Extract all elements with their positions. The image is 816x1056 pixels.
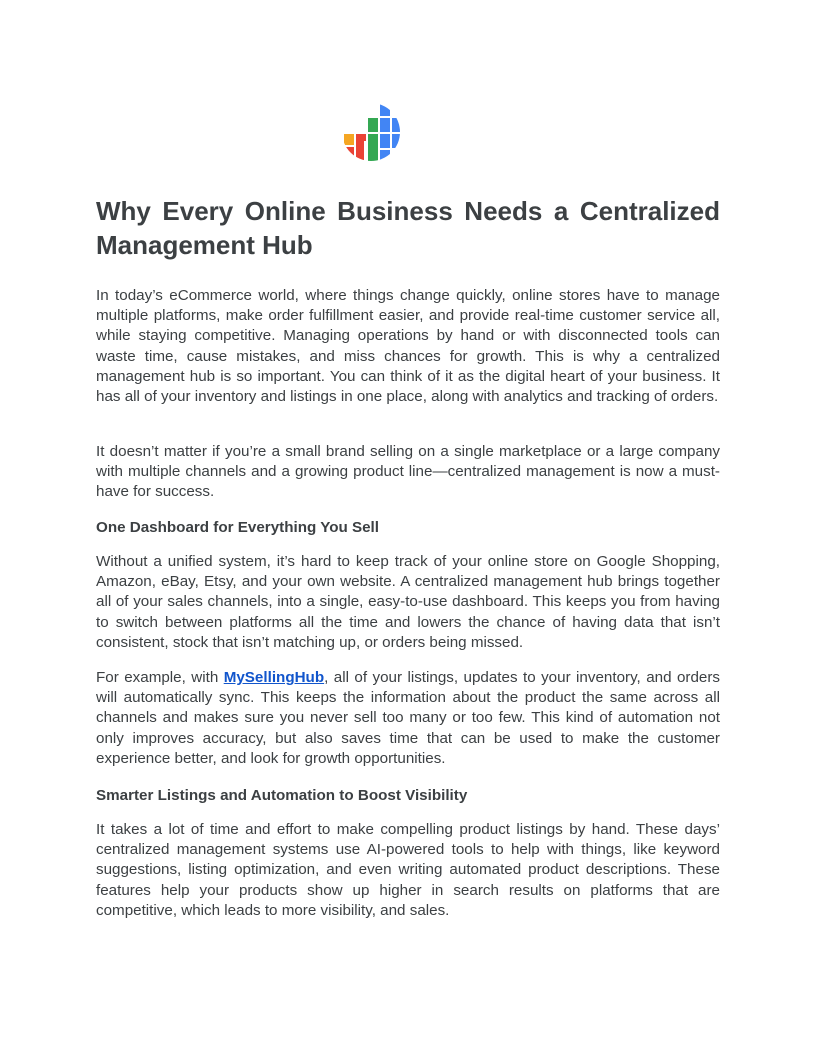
globe-bars-logo-icon — [340, 101, 402, 163]
paragraph-4-before: For example, with — [96, 669, 224, 686]
section-heading-listings: Smarter Listings and Automation to Boost Visibility — [96, 787, 468, 804]
paragraph-3: Without a unified system, it’s hard to keep track of your online store on Google Shopping, Amazon, eBay, Etsy, and your own website. A centralized management hub brings together all of your sales channels, into a single, easy-to-use dashboard. This keeps you from having to switch between platforms all the time and lowers the chance of having data that isn’t consistent, stock that isn’t matching up, or orders being missed. — [96, 553, 720, 651]
section-heading-dashboard: One Dashboard for Everything You Sell — [96, 519, 379, 536]
paragraph-5: It takes a lot of time and effort to make compelling product listings by hand. These days’ centralized management systems use AI-powered tools to help with things, like keyword suggestions, listing optimization, and even writing automated product descriptions. These features help your products show up higher in search results on platforms that are competitive, which leads to more visibility, and sales. — [96, 821, 720, 919]
paragraph-2: It doesn’t matter if you’re a small brand selling on a single marketplace or a large company with multiple channels and a growing product line—centralized management is now a must-have for success. — [96, 443, 720, 501]
intro-paragraph: In today’s eCommerce world, where things change quickly, online stores have to manage multiple platforms, make order fulfillment easier, and provide real-time customer service all, while staying competitive. Managing operations by hand or with disconnected tools can waste time, cause mistakes, and miss chances for growth. This is why a centralized management hub is so important. You can think of it as the digital heart of your business. It has all of your inventory and listings in one place, along with analytics and tracking of orders. — [96, 287, 720, 406]
paragraph-4-after: , all of your listings, updates to your inventory, and orders will automatically sync. This keeps the information about the product the same across all channels and makes sure you never sell too many or too few. This kind of automation not only improves accuracy, but also saves time that can be used to make the customer experience better, and look for growth opportunities. — [96, 669, 721, 767]
mysellinghub-link[interactable]: MySellingHub — [223, 669, 325, 686]
document-title: Why Every Online Business Needs a Centralized Management Hub — [96, 196, 720, 260]
paragraph-4 — [96, 668, 720, 769]
